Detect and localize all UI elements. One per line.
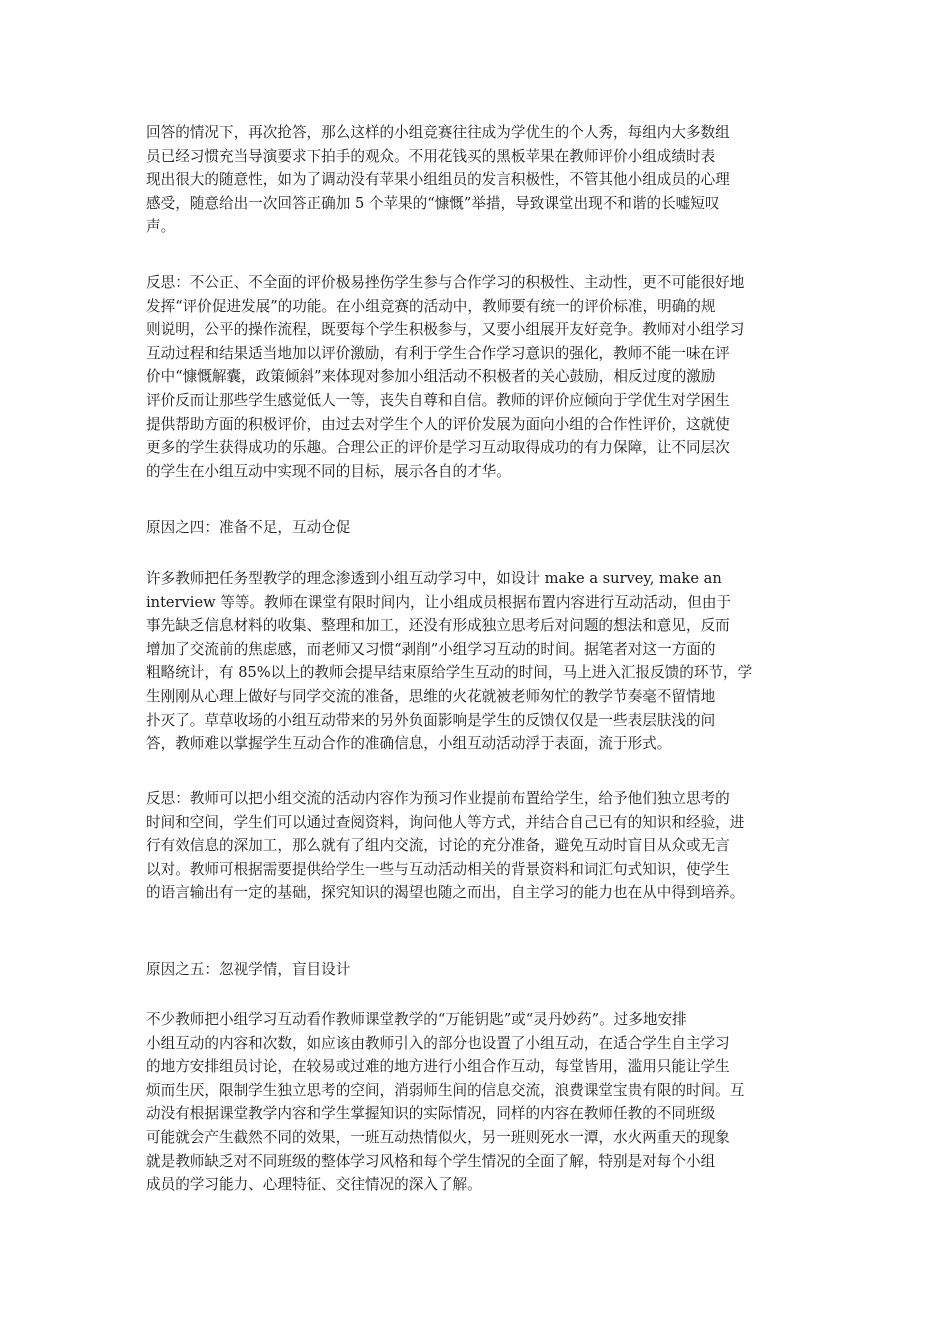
text-line: 以对。教师可根据需要提供给学生一些与互动活动相关的背景资料和词汇句式知识，使学生: [146, 860, 730, 878]
text-line: 感受，随意给出一次回答正确加 5 个苹果的“慷慨”举措，导致课堂出现不和谐的长嘘短叹: [146, 194, 720, 212]
text-line: 粗略统计，有 85%以上的教师会提早结束原给学生互动的时间，马上进入汇报反馈的环节，学: [146, 664, 753, 682]
section-heading: 原因之四：准备不足，互动仓促: [146, 519, 351, 536]
text-line: 烦而生厌，限制学生独立思考的空间，消弱师生间的信息交流，浪费课堂宝贵有限的时间。互: [146, 1081, 745, 1099]
text-line: 互动过程和结果适当地加以评价激励，有利于学生合作学习意识的强化，教师不能一味在评: [146, 344, 730, 362]
text-line: 事先缺乏信息材料的收集、整理和加工，还没有形成独立思考后对问题的想法和意见，反而: [146, 617, 730, 635]
paragraph-reflection-evaluation: [146, 271, 826, 483]
text-line: 行有效信息的深加工，那么就有了组内交流，讨论的充分准备，避免互动时盲目从众或无言: [146, 837, 730, 855]
section-heading: 原因之五：忽视学情，盲目设计: [146, 961, 351, 978]
text-line: 时间和空间，学生们可以通过查阅资料，询问他人等方式，并结合自己已有的知识和经验，进: [146, 813, 745, 831]
text-line: 可能就会产生截然不同的效果，一班互动热情似火，另一班则死水一潭，水火两重天的现象: [146, 1128, 730, 1146]
heading-reason-four: [146, 516, 826, 540]
text-line: 的学生在小组互动中实现不同的目标，展示各自的才华。: [146, 462, 511, 480]
paragraph-reflection-preparation: [146, 787, 826, 905]
text-line: 扑灭了。草草收场的小组互动带来的另外负面影响是学生的反馈仅仅是一些表层肤浅的问: [146, 711, 716, 729]
text-line: 不少教师把小组学习互动看作教师课堂教学的“万能钥匙”或“灵丹妙药”。过多地安排: [146, 1011, 687, 1028]
text-line: 更多的学生获得成功的乐趣。合理公正的评价是学习互动取得成功的有力保障，让不同层次: [146, 439, 730, 457]
paragraph-group-competition: [146, 121, 826, 239]
text-line: 发挥“评价促进发展”的功能。在小组竞赛的活动中，教师要有统一的评价标准，明确的规: [146, 297, 716, 315]
text-line: 反思：教师可以把小组交流的活动内容作为预习作业提前布置给学生，给予他们独立思考的: [146, 790, 730, 807]
text-line: 现出很大的随意性，如为了调动没有苹果小组组员的发言积极性，不管其他小组成员的心理: [146, 171, 730, 189]
text-line: 成员的学习能力、心理特征、交往情况的深入了解。: [146, 1176, 482, 1194]
paragraph-blind-design: [146, 1008, 826, 1197]
text-line: 员已经习惯充当导演要求下拍手的观众。不用花钱买的黑板苹果在教师评价小组成绩时表: [146, 147, 716, 165]
text-line: 小组互动的内容和次数，如应该由教师引入的部分也设置了小组互动，在适合学生自主学习: [146, 1034, 730, 1052]
text-line: 动没有根据课堂教学内容和学生掌握知识的实际情况，同样的内容在教师任教的不同班级: [146, 1105, 716, 1123]
text-line: 答，教师难以掌握学生互动合作的准确信息，小组互动活动浮于表面，流于形式。: [146, 735, 672, 753]
text-line: 的语言输出有一定的基础，探究知识的渴望也随之而出，自主学习的能力也在从中得到培养。: [146, 884, 745, 902]
text-line: 评价反而让那些学生感觉低人一等，丧失自尊和自信。教师的评价应倾向于学优生对学困生: [146, 391, 730, 409]
text-line: 提供帮助方面的积极评价，由过去对学生个人的评价发展为面向小组的合作性评价，这就使: [146, 415, 730, 433]
paragraph-preparation: [146, 567, 826, 756]
text-line: 生刚刚从心理上做好与同学交流的准备，思维的火花就被老师匆忙的教学节奏毫不留情地: [146, 687, 716, 705]
text-line: 价中“慷慨解囊，政策倾斜”来体现对参加小组活动不积极者的关心鼓励，相反过度的激励: [146, 368, 716, 386]
text-line: 声。: [146, 218, 176, 236]
text-line: 反思：不公正、不全面的评价极易挫伤学生参与合作学习的积极性、主动性，更不可能很好地: [146, 274, 745, 291]
text-line: 增加了交流前的焦虑感，而老师又习惯“剥削”小组学习互动的时间。据笔者对这一方面的: [146, 640, 716, 658]
text-line: 则说明，公平的操作流程，既要每个学生积极参与，又要小组展开友好竞争。教师对小组学习: [146, 321, 745, 339]
text-line: 回答的情况下，再次抢答，那么这样的小组竞赛往往成为学优生的个人秀，每组内大多数组: [146, 124, 730, 141]
text-line: 许多教师把任务型教学的理念渗透到小组互动学习中，如设计 make a survey, make an: [146, 570, 722, 587]
text-line: 的地方安排组员讨论，在较易或过难的地方进行小组合作互动，每堂皆用，滥用只能让学生: [146, 1058, 730, 1076]
heading-reason-five: [146, 958, 826, 982]
text-line: 就是教师缺乏对不同班级的整体学习风格和每个学生情况的全面了解，特别是对每个小组: [146, 1152, 716, 1170]
text-line: interview 等等。教师在课堂有限时间内，让小组成员根据布置内容进行互动活动，但由于: [146, 593, 732, 611]
